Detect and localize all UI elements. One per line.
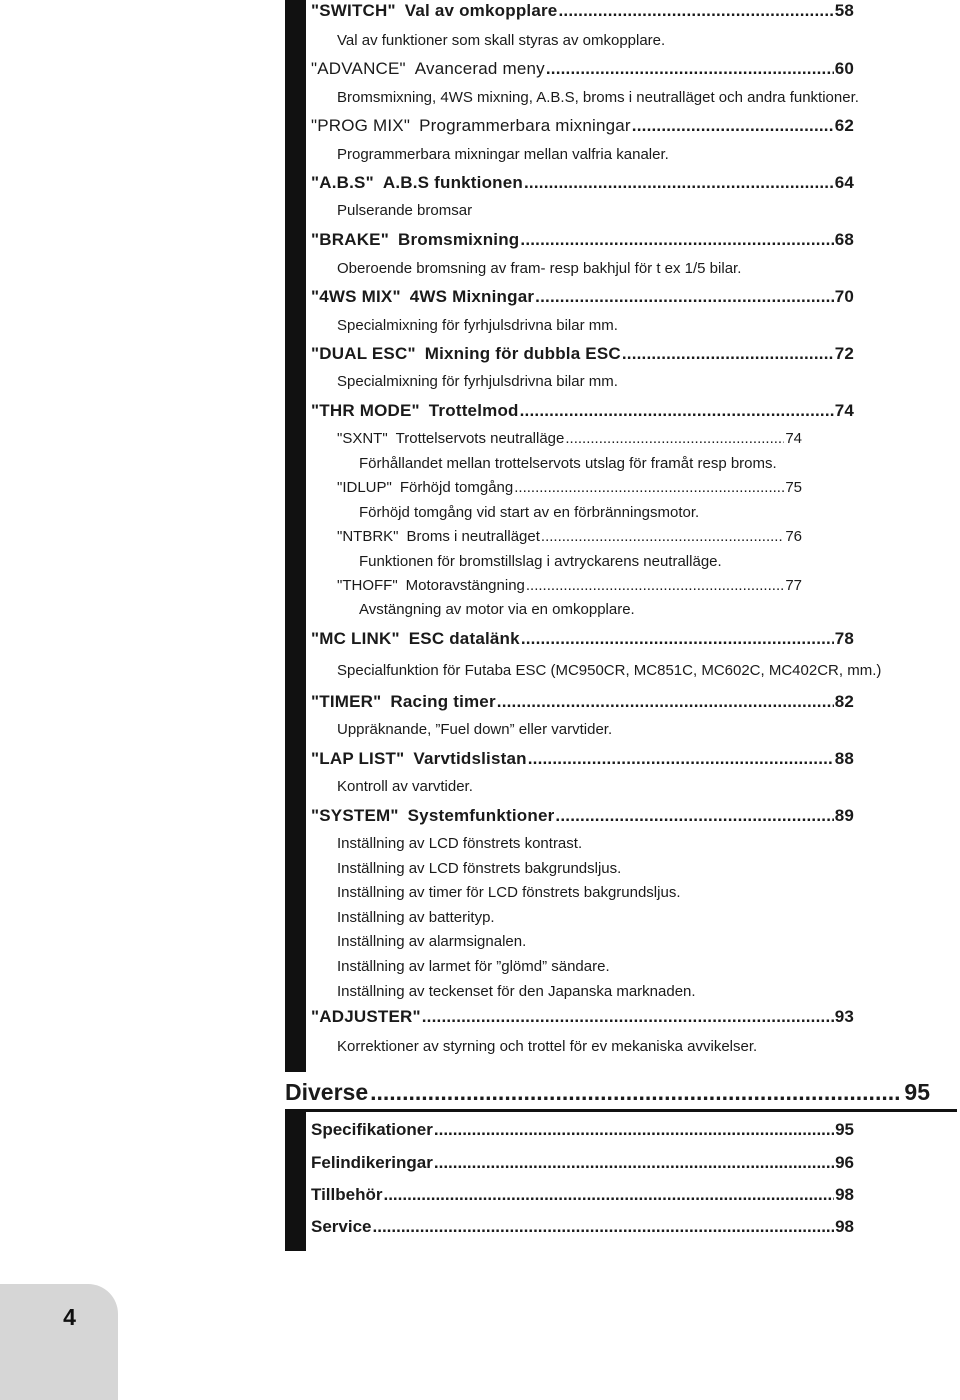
entry-code: "SYSTEM"	[311, 806, 399, 825]
entry-description: Programmerbara mixningar mellan valfria kanaler.	[337, 146, 669, 163]
entry-title: Tillbehör	[311, 1185, 383, 1204]
entry-code: "ADJUSTER"	[311, 1007, 421, 1026]
entry-page: 95	[835, 1120, 854, 1139]
leader-dots	[632, 116, 834, 136]
toc-entry-4ws-mix[interactable]	[311, 287, 854, 307]
entry-code: "DUAL ESC"	[311, 344, 416, 363]
toc-entry-mc-link[interactable]	[311, 629, 854, 649]
entry-title: A.B.S funktionen	[382, 173, 523, 192]
toc-subentry-sxnt[interactable]	[337, 430, 802, 447]
entry-code: "A.B.S"	[311, 173, 374, 192]
entry-code: "SXNT"	[337, 430, 388, 447]
entry-title: Trottelmod	[428, 401, 519, 420]
entry-title: Bromsmixning	[397, 230, 520, 249]
entry-page: 62	[834, 116, 854, 135]
toc-entry-specifikationer[interactable]	[311, 1120, 854, 1140]
entry-title: Förhöjd tomgång	[399, 479, 514, 496]
entry-description: Funktionen för bromstillslag i avtryckarens neutralläge.	[359, 553, 722, 570]
entry-code: "THOFF"	[337, 577, 398, 594]
entry-code: "ADVANCE"	[311, 59, 406, 78]
toc-entry-switch[interactable]	[311, 1, 854, 21]
entry-title: Val av omkopplare	[404, 1, 558, 20]
entry-title: Felindikeringar	[311, 1153, 433, 1172]
section-bar-top	[285, 0, 306, 1072]
leader-dots	[622, 344, 834, 364]
section-bar-bottom	[285, 1111, 306, 1251]
entry-page: 75	[785, 479, 802, 496]
leader-dots	[535, 287, 834, 307]
entry-description: Korrektioner av styrning och trottel för ev mekaniska avvikelser.	[337, 1038, 758, 1055]
entry-code: "NTBRK"	[337, 528, 399, 545]
entry-description: Pulserande bromsar	[337, 202, 473, 219]
entry-description: Uppräknande, ”Fuel down” eller varvtider.	[337, 721, 613, 738]
leader-dots	[422, 1007, 834, 1027]
entry-title: Avancerad meny	[414, 59, 545, 78]
entry-description: Val av funktioner som skall styras av omkopplare.	[337, 32, 666, 49]
toc-entry-adjuster[interactable]	[311, 1007, 854, 1027]
entry-description: Förhållandet mellan trottelservots utslag för framåt resp broms.	[359, 455, 777, 472]
entry-title: 4WS Mixningar	[409, 287, 535, 306]
entry-description: Bromsmixning, 4WS mixning, A.B.S, broms i neutralläget och andra funktioner.	[337, 89, 859, 106]
entry-page: 70	[834, 287, 854, 306]
leader-dots	[373, 1217, 835, 1237]
toc-subentry-idlup[interactable]	[337, 479, 802, 496]
toc-entry-prog-mix[interactable]	[311, 116, 854, 136]
entry-title: Racing timer	[390, 692, 496, 711]
entry-title: Motoravstängning	[405, 577, 525, 594]
leader-dots	[520, 230, 833, 250]
entry-page: 64	[834, 173, 854, 192]
entry-page: 72	[834, 344, 854, 363]
entry-page: 78	[834, 629, 854, 648]
leader-dots	[526, 577, 784, 594]
entry-description: Kontroll av varvtider.	[337, 778, 473, 795]
section-rule	[285, 1109, 957, 1112]
toc-entry-advance[interactable]	[311, 59, 854, 79]
entry-title: Service	[311, 1217, 372, 1236]
system-description: Inställning av LCD fönstrets kontrast.	[337, 835, 583, 852]
entry-page: 76	[785, 528, 802, 545]
system-description: Inställning av batterityp.	[337, 909, 495, 926]
entry-description: Avstängning av motor via en omkopplare.	[359, 601, 635, 618]
entry-description: Specialmixning för fyrhjulsdrivna bilar mm.	[337, 373, 618, 390]
entry-page: 60	[834, 59, 854, 78]
leader-dots	[383, 1185, 834, 1205]
entry-page: 74	[834, 401, 854, 420]
toc-entry-tillbehor[interactable]	[311, 1185, 854, 1205]
leader-dots	[558, 1, 833, 21]
leader-dots	[565, 430, 784, 447]
leader-dots	[528, 749, 834, 769]
entry-title: Programmerbara mixningar	[419, 116, 631, 135]
section-page: 95	[904, 1079, 930, 1105]
system-description: Inställning av teckenset för den Japanska marknaden.	[337, 983, 696, 1000]
leader-dots	[370, 1079, 902, 1106]
entry-title: Broms i neutralläget	[406, 528, 540, 545]
toc-entry-system[interactable]	[311, 806, 854, 826]
entry-code: "4WS MIX"	[311, 287, 401, 306]
entry-page: 96	[835, 1153, 854, 1172]
leader-dots	[521, 629, 834, 649]
entry-page: 88	[834, 749, 854, 768]
entry-description: Oberoende bromsning av fram- resp bakhjul för t ex 1/5 bilar.	[337, 260, 742, 277]
toc-entry-timer[interactable]	[311, 692, 854, 712]
entry-title: ESC datalänk	[408, 629, 520, 648]
entry-title: Systemfunktioner	[407, 806, 555, 825]
toc-section-diverse[interactable]	[285, 1079, 930, 1106]
system-description: Inställning av larmet för ”glömd” sändare.	[337, 958, 610, 975]
leader-dots	[541, 528, 784, 545]
toc-subentry-thoff[interactable]	[337, 577, 802, 594]
entry-page: 98	[835, 1185, 854, 1204]
leader-dots	[524, 173, 834, 193]
toc-entry-dual-esc[interactable]	[311, 344, 854, 364]
entry-description: Förhöjd tomgång vid start av en förbränningsmotor.	[359, 504, 700, 521]
toc-entry-felindikeringar[interactable]	[311, 1153, 854, 1173]
entry-code: "BRAKE"	[311, 230, 389, 249]
toc-entry-abs[interactable]	[311, 173, 854, 193]
leader-dots	[546, 59, 834, 79]
leader-dots	[514, 479, 784, 496]
entry-page: 74	[785, 430, 802, 447]
leader-dots	[434, 1120, 834, 1140]
entry-code: "SWITCH"	[311, 1, 396, 20]
section-title: Diverse	[285, 1079, 369, 1105]
entry-page: 58	[834, 1, 854, 20]
entry-code: "THR MODE"	[311, 401, 420, 420]
leader-dots	[434, 1153, 834, 1173]
entry-page: 82	[834, 692, 854, 711]
entry-page: 89	[834, 806, 854, 825]
toc-entry-brake[interactable]	[311, 230, 854, 250]
entry-page: 93	[834, 1007, 854, 1026]
leader-dots	[555, 806, 833, 826]
entry-code: "MC LINK"	[311, 629, 400, 648]
system-description: Inställning av timer för LCD fönstrets bakgrundsljus.	[337, 884, 681, 901]
entry-code: "PROG MIX"	[311, 116, 411, 135]
leader-dots	[520, 401, 834, 421]
leader-dots	[497, 692, 834, 712]
entry-code: "IDLUP"	[337, 479, 392, 496]
entry-page: 77	[785, 577, 802, 594]
entry-code: "LAP LIST"	[311, 749, 405, 768]
entry-description: Specialmixning för fyrhjulsdrivna bilar mm.	[337, 317, 618, 334]
entry-title: Trottelservots neutralläge	[395, 430, 565, 447]
toc-subentry-ntbrk[interactable]	[337, 528, 802, 545]
toc-entry-service[interactable]	[311, 1217, 854, 1237]
entry-code: "TIMER"	[311, 692, 382, 711]
entry-title: Mixning för dubbla ESC	[424, 344, 621, 363]
page-number-tab	[0, 1284, 118, 1400]
system-description: Inställning av LCD fönstrets bakgrundsljus.	[337, 860, 622, 877]
entry-title: Specifikationer	[311, 1120, 433, 1139]
toc-entry-lap-list[interactable]	[311, 749, 854, 769]
page-number: 4	[63, 1304, 76, 1330]
entry-page: 98	[835, 1217, 854, 1236]
system-description: Inställning av alarmsignalen.	[337, 933, 527, 950]
toc-entry-thr-mode[interactable]	[311, 401, 854, 421]
entry-page: 68	[834, 230, 854, 249]
entry-title: Varvtidslistan	[413, 749, 527, 768]
entry-description: Specialfunktion för Futaba ESC (MC950CR, MC851C, MC602C, MC402CR, mm.)	[337, 662, 882, 679]
